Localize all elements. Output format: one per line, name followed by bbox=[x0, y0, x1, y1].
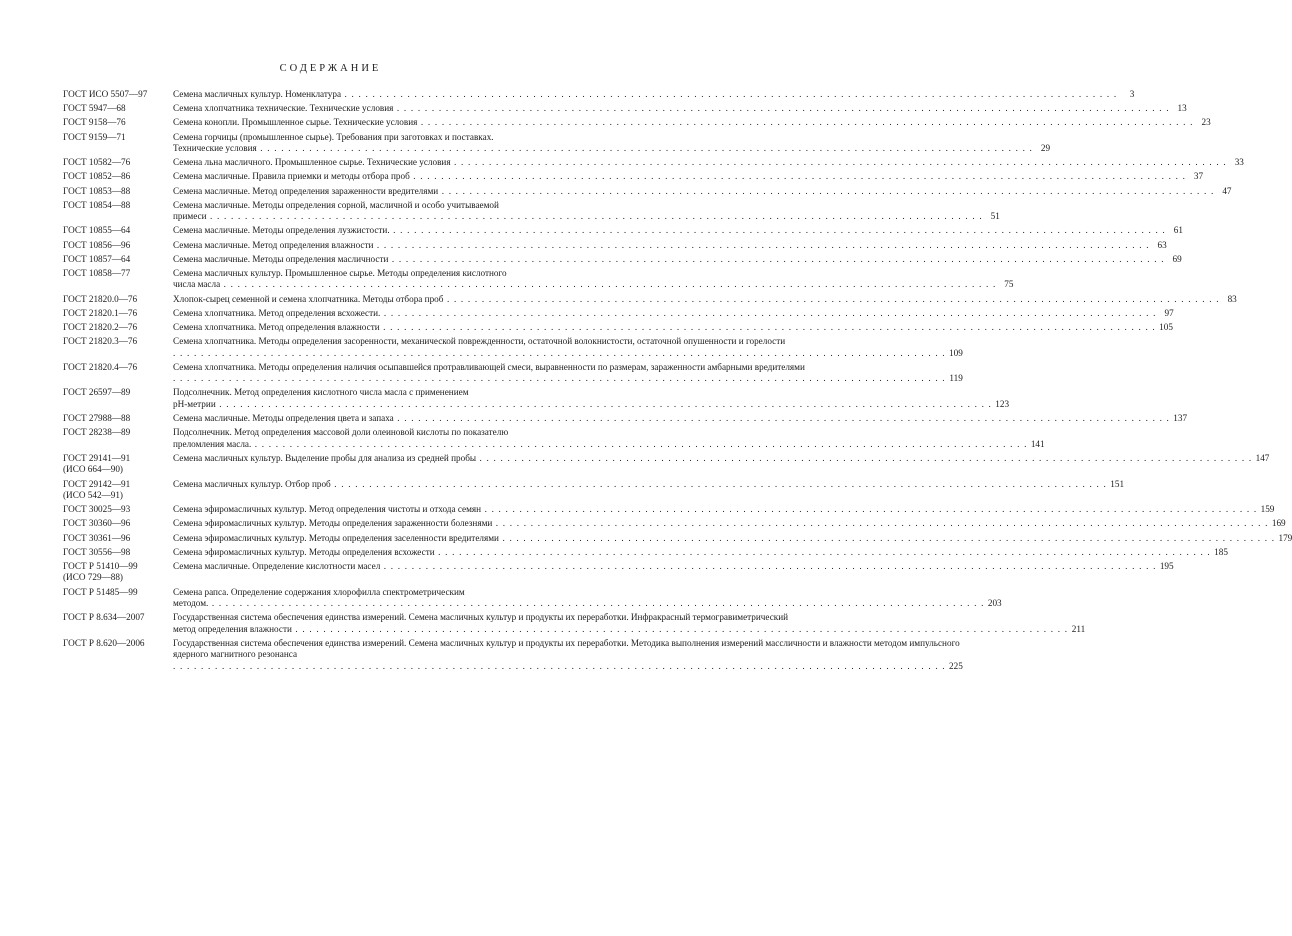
page-number: 105 bbox=[1159, 322, 1173, 333]
title-last-line: Семена эфиромасличных культур. Методы определения зараженности болезнями . . . bbox=[173, 518, 1269, 529]
title-text: Семена хлопчатника. Методы определения наличия осыпавшейся протравливающей смеси, выравненности по размерам, зараженности амбарными вредителями bbox=[173, 361, 805, 372]
title-last-line: Семена масличные. Метод определения влажности . . . bbox=[173, 240, 1150, 251]
title-text: Подсолнечник. Метод определения кислотного числа масла с применением bbox=[173, 387, 469, 398]
page-number: 147 bbox=[1255, 452, 1270, 463]
title-last-line: Семена масличных культур. Отбор проб . . . bbox=[173, 479, 1107, 490]
page-number: 141 bbox=[1030, 438, 1045, 449]
toc-list bbox=[63, 89, 1292, 675]
title-last-line: Семена масличные. Определение кислотности масел . . . bbox=[173, 561, 1157, 572]
standard-code: ГОСТ 30025—93 bbox=[63, 504, 131, 515]
title-last-line: Семена эфиромасличных культур. Метод определения чистоты и отхода семян . . . bbox=[173, 504, 1257, 515]
standard-code: ГОСТ Р 51410—99 (ИСО 729—88) bbox=[63, 560, 138, 583]
title-text: Семена хлопчатника. Методы определения засоренности, механической поврежденности, остаточной волокнистости, остаточной опушенности и горелости bbox=[173, 336, 786, 347]
standard-code: ГОСТ 10582—76 bbox=[63, 157, 131, 168]
title-last-line: Семена масличные. Метод определения зараженности вредителями . . . bbox=[173, 186, 1215, 197]
toc-entry[interactable] bbox=[63, 452, 1270, 476]
page-number: 151 bbox=[1110, 478, 1125, 489]
standard-title bbox=[173, 533, 1292, 544]
standard-code: ГОСТ Р 8.634—2007 bbox=[63, 612, 145, 623]
standard-code: ГОСТ 30556—98 bbox=[63, 546, 131, 557]
title-last-line: преломления масла. . . . bbox=[173, 439, 1028, 450]
title-last-line: Хлопок-сырец семенной и семена хлопчатника. Методы отбора проб . . . bbox=[173, 294, 1220, 305]
dot-leader bbox=[173, 661, 946, 672]
page-number: 203 bbox=[987, 597, 1002, 608]
toc-entry[interactable] bbox=[63, 413, 1188, 424]
title-last-line: методом. . . . bbox=[173, 598, 985, 609]
title-last-line: Семена масличных культур. Выделение пробы для анализа из средней пробы . . . bbox=[173, 453, 1252, 464]
standard-title bbox=[173, 225, 1183, 236]
page-title: СОДЕРЖАНИЕ bbox=[279, 63, 382, 74]
standard-title bbox=[173, 171, 1203, 182]
page-number: 37 bbox=[1193, 171, 1204, 182]
standard-title bbox=[173, 322, 1173, 333]
standard-code: ГОСТ 21820.1—76 bbox=[63, 307, 138, 318]
toc-entry[interactable] bbox=[63, 171, 1204, 182]
standard-code: ГОСТ 30360—96 bbox=[63, 518, 131, 529]
standard-code: ГОСТ 9159—71 bbox=[63, 131, 126, 142]
toc-entry[interactable] bbox=[63, 336, 963, 359]
standard-title bbox=[173, 362, 963, 385]
title-last-line: Семена масличные. Методы определения цвета и запаха . . . bbox=[173, 413, 1170, 424]
toc-entry[interactable] bbox=[63, 478, 1125, 502]
standard-code: ГОСТ Р 51485—99 bbox=[63, 586, 138, 597]
page-number: 47 bbox=[1222, 185, 1232, 196]
title-last-line: Семена хлопчатника. Метод определения всхожести. . . . bbox=[173, 308, 1157, 319]
standard-code: ГОСТ 29142—91 (ИСО 542—91) bbox=[63, 478, 131, 500]
standard-title bbox=[173, 518, 1286, 529]
toc-entry[interactable] bbox=[63, 387, 1010, 410]
standard-title bbox=[173, 254, 1182, 265]
page-number: 137 bbox=[1173, 413, 1188, 424]
standard-title bbox=[173, 268, 1013, 291]
standard-title bbox=[173, 89, 1134, 100]
page-number: 3 bbox=[1129, 89, 1135, 99]
standard-title bbox=[173, 479, 1124, 502]
title-last-line: Семена льна масличного. Промышленное сырье. Технические условия . . . bbox=[173, 157, 1227, 168]
standard-title bbox=[173, 200, 1000, 223]
title-last-line: числа масла . . . bbox=[173, 279, 996, 290]
dot-leader bbox=[173, 348, 946, 359]
standard-code: ГОСТ 21820.4—76 bbox=[63, 361, 138, 372]
page-number: 33 bbox=[1234, 157, 1244, 168]
standard-title bbox=[173, 413, 1187, 424]
title-text: Семена рапса. Определение содержания хлорофилла спектрометрическим bbox=[173, 586, 465, 597]
title-text: Подсолнечник. Метод определения массовой доли олеиновой кислоты по показателю bbox=[173, 427, 509, 438]
toc-entry[interactable] bbox=[63, 586, 1002, 610]
page-number: 195 bbox=[1159, 560, 1174, 571]
page-number: 169 bbox=[1271, 518, 1286, 529]
toc-entry[interactable] bbox=[63, 612, 1086, 635]
toc-entry[interactable] bbox=[63, 293, 1237, 305]
title-text: Государственная система обеспечения единства измерений. Семена масличных культур и продукты их переработки. Методика выполнения измерений массличности и влажности методом импульсного ядерного магнитного резонанса bbox=[173, 637, 960, 660]
standard-title bbox=[173, 561, 1174, 584]
standard-code: ГОСТ 10852—86 bbox=[63, 171, 131, 182]
title-last-line: Семена масличные. Методы определения лузжистости. . . . bbox=[173, 225, 1166, 236]
toc-entry[interactable] bbox=[63, 157, 1244, 168]
title-text: Семена масличных культур. Промышленное сырье. Методы определения кислотного bbox=[173, 268, 507, 279]
standard-code: ГОСТ 27988—88 bbox=[63, 413, 131, 424]
toc-entry[interactable] bbox=[63, 546, 1228, 558]
toc-entry[interactable] bbox=[63, 532, 1292, 544]
standard-title bbox=[173, 132, 1050, 155]
page-number: 185 bbox=[1214, 546, 1228, 557]
page-number: 69 bbox=[1172, 253, 1182, 264]
standard-title bbox=[173, 117, 1211, 128]
toc-entry[interactable] bbox=[63, 268, 1014, 291]
toc-entry[interactable] bbox=[63, 239, 1167, 251]
page-number: 75 bbox=[1004, 279, 1014, 290]
title-last-line: Семена масличные. Методы определения масличности . . . bbox=[173, 254, 1165, 265]
page-number: 23 bbox=[1201, 117, 1211, 128]
toc-entry[interactable] bbox=[63, 518, 1286, 529]
toc-entry[interactable] bbox=[63, 560, 1174, 584]
title-last-line: Семена эфиромасличных культур. Методы определения заселенности вредителями . . . bbox=[173, 533, 1275, 544]
standard-code: ГОСТ Р 8.620—2006 bbox=[63, 637, 145, 648]
title-text: Семена масличные. Методы определения сорной, масличной и особо учитываемой bbox=[173, 199, 499, 210]
title-last-line: Семена масличные. Правила приемки и методы отбора проб . . . bbox=[173, 171, 1186, 182]
toc-entry[interactable] bbox=[63, 131, 1051, 155]
toc-entry[interactable] bbox=[63, 225, 1183, 236]
standard-code: ГОСТ 10853—88 bbox=[63, 185, 131, 196]
title-last-line: pH-метрии . . . bbox=[173, 399, 992, 410]
page-number: 225 bbox=[949, 660, 963, 671]
page-number: 119 bbox=[949, 373, 963, 384]
page-number: 51 bbox=[990, 211, 1000, 222]
title-last-line: Семена конопли. Промышленное сырье. Технические условия . . . bbox=[173, 117, 1194, 128]
page-number: 211 bbox=[1071, 623, 1086, 634]
page-number: 29 bbox=[1040, 143, 1051, 154]
standard-title bbox=[173, 387, 1009, 410]
toc-entry[interactable] bbox=[63, 199, 1000, 223]
standard-title bbox=[173, 186, 1232, 197]
standard-code: ГОСТ 26597—89 bbox=[63, 387, 131, 398]
toc-entry[interactable] bbox=[63, 185, 1232, 197]
standard-code: ГОСТ 9158—76 bbox=[63, 117, 126, 128]
standard-title bbox=[173, 638, 963, 672]
page-number: 109 bbox=[949, 347, 963, 358]
standard-title bbox=[173, 612, 1085, 635]
standard-title bbox=[173, 547, 1228, 558]
standard-title bbox=[173, 308, 1174, 319]
page-number: 63 bbox=[1157, 239, 1167, 250]
standard-title bbox=[173, 504, 1274, 515]
page-number: 13 bbox=[1177, 103, 1187, 114]
standard-title bbox=[173, 427, 1045, 450]
standard-title bbox=[173, 103, 1187, 114]
standard-title bbox=[173, 453, 1269, 476]
title-last-line: Семена масличных культур. Номенклатура . . . bbox=[173, 89, 1117, 100]
title-last-line: Семена хлопчатника технические. Технические условия . . . bbox=[173, 103, 1170, 114]
standard-code: ГОСТ 21820.0—76 bbox=[63, 293, 138, 304]
standard-title bbox=[173, 587, 1002, 610]
standard-code: ГОСТ 30361—96 bbox=[63, 532, 131, 543]
toc-entry[interactable] bbox=[63, 637, 963, 672]
toc-entry[interactable] bbox=[63, 253, 1182, 265]
standard-title bbox=[173, 294, 1237, 305]
standard-code: ГОСТ 21820.2—76 bbox=[63, 322, 138, 333]
standard-code: ГОСТ 10858—77 bbox=[63, 268, 131, 279]
standard-code: ГОСТ 10856—96 bbox=[63, 239, 131, 250]
standard-code: ГОСТ 10854—88 bbox=[63, 199, 131, 210]
page-number: 83 bbox=[1227, 293, 1237, 304]
page-number: 159 bbox=[1260, 504, 1275, 515]
title-last-line: метод определения влажности . . . bbox=[173, 624, 1068, 635]
title-last-line: Семена хлопчатника. Метод определения влажности . . . bbox=[173, 322, 1156, 333]
page-number: 123 bbox=[995, 398, 1010, 409]
toc-entry[interactable] bbox=[63, 322, 1173, 333]
standard-title bbox=[173, 240, 1167, 251]
toc-entry[interactable] bbox=[63, 504, 1275, 515]
toc-entry[interactable] bbox=[63, 103, 1187, 114]
toc-entry[interactable] bbox=[63, 89, 1135, 100]
standard-code: ГОСТ 5947—68 bbox=[63, 103, 126, 114]
dot-leader bbox=[173, 373, 946, 384]
title-text: Семена горчицы (промышленное сырье). Требования при заготовках и поставках. bbox=[173, 131, 494, 142]
standard-title bbox=[173, 157, 1244, 168]
standard-code: ГОСТ ИСО 5507—97 bbox=[63, 89, 148, 99]
standard-title bbox=[173, 336, 963, 359]
standard-code: ГОСТ 10857—64 bbox=[63, 253, 131, 264]
page-number: 97 bbox=[1164, 307, 1174, 318]
toc-entry[interactable] bbox=[63, 361, 963, 385]
page-number: 179 bbox=[1278, 532, 1292, 543]
toc-entry[interactable] bbox=[63, 427, 1045, 450]
standard-code: ГОСТ 10855—64 bbox=[63, 225, 131, 236]
standard-code: ГОСТ 29141—91 (ИСО 664—90) bbox=[63, 452, 131, 475]
toc-entry[interactable] bbox=[63, 307, 1174, 319]
standard-code: ГОСТ 21820.3—76 bbox=[63, 336, 138, 347]
title-last-line: примеси . . . bbox=[173, 211, 983, 222]
title-text: Государственная система обеспечения единства измерений. Семена масличных культур и продукты их переработки. Инфракрасный термогравиметрический bbox=[173, 612, 789, 623]
page-number: 61 bbox=[1173, 225, 1183, 236]
standard-code: ГОСТ 28238—89 bbox=[63, 427, 131, 438]
title-last-line: Технические условия . . . bbox=[173, 143, 1033, 154]
toc-entry[interactable] bbox=[63, 117, 1211, 128]
title-last-line: Семена эфиромасличных культур. Методы определения всхожести . . . bbox=[173, 547, 1211, 558]
